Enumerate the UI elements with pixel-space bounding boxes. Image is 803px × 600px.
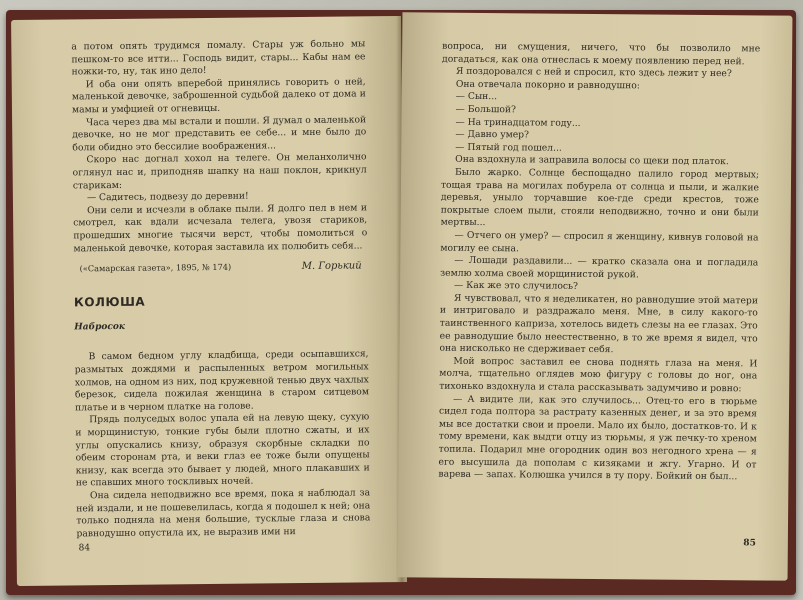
left-page (11, 16, 407, 586)
paragraph: Прядь полуседых волос упала ей на левую щеку, сухую и морщинистую, тонкие губы были плотно сжаты, и их углы опускались книзу, образуя скорбные складки по обеим сторонам рта, и веки глаз ее тоже были опущены книзу, как всегда это бывает у людей, много плакавших и не спавших много тоскливых ночей. (75, 411, 370, 489)
paragraph: Часа через два мы встали и пошли. Я думал о маленькой девочке, но не мог представить ее себе... и мне было до боли обидно это бессилие воображения... (72, 113, 367, 154)
paragraph: — Пятый год пошел... (455, 141, 562, 154)
story-subtitle: Набросок (74, 321, 126, 333)
paragraph: Я поздоровался с ней и спросил, кто здесь лежит у нее? (455, 65, 732, 80)
author-signature: М. Горький (301, 260, 362, 273)
paragraph: — Давно умер? (455, 128, 530, 141)
paragraph: В самом бедном углу кладбища, среди осыпавшихся, размытых дождями и распыленных ветром могильных холмов, на одном из них, под кружевной тенью двух чахлых березок, сидела пожилая женщина в старом ситцевом платье и в черном платке на голове. (74, 348, 370, 414)
paragraph: — А видите ли, как это случилось... Отец-то его в тюрьме сидел года полтора за растрату казенных денег, и за это время мы все достатки свои и проели. Мало их было, достатков-то. И к тому времени, как выдти отцу из тюрьмы, я уж печку-то хреном топила. Подарил мне огородник один воз негодного хрена — я его высушила да пополам с кизяками и жгу. Угарно. И от варева — запах. Колюшка учился в ту пору. Бойкий он был... (438, 393, 758, 483)
page-number: 84 (78, 543, 91, 554)
paragraph: Было жарко. Солнце беспощадно палило город мертвых; тощая трава на могилах побурела от солнца и пыли, и жалкие деревья, уныло торчавшие кое-где среди крестов, тоже покрытые слоем пыли, стояли неподвижно, точно и они были мертвы... (440, 166, 760, 229)
paragraph: Она отвечала покорно и равнодушно: (455, 78, 640, 92)
paragraph: Скоро нас догнал хохол на телеге. Он меланхолично оглянул нас и, приподняв шапку на наш поклон, крикнул старикам: (72, 151, 367, 191)
paragraph: — Сын... (455, 91, 498, 103)
right-text (438, 41, 760, 485)
paragraph: — Как же это случилось? (454, 280, 579, 293)
paragraph: — Садитесь, подвезу до деревни! (86, 190, 249, 204)
source-citation: («Самарская газета», 1895, № 174) (79, 261, 232, 274)
left-top-text (71, 38, 367, 255)
right-page (398, 12, 793, 580)
paragraph: — Отчего он умер? — спросил я женщину, кивнув головой на могилу ее сына. (440, 229, 759, 254)
paragraph: И оба они опять вперебой принялись говорить о ней, маленькой девочке, заброшенной судьбой далеко от дома и мамы и умфцией от огневицы. (71, 76, 366, 116)
paragraph: — На тринадцатом году... (455, 116, 581, 129)
paragraph: а потом опять трудимся помалу. Стары уж больно мы пешком-то все итти... Господь видит, стары... Кабы нам ее ножки-то, ну, так ино дело! (71, 38, 366, 78)
paragraph: вопроса, ни смущения, ничего, что бы позволило мне догадаться, как она отнеслась к моему появлению перед ней. (442, 40, 761, 67)
paragraph: Я чувствовал, что я неделикатен, но равнодушие этой матери и интриговало и раздражало меня. Мне, в силу какого-то таинственного каприза, хотелось видеть слезы на ее глазах. Это ее равнодушие было неестественно, в то же время я видел, что она нисколько не сдерживает себя. (439, 292, 759, 356)
paragraph: Она вздохнула и заправила волосы со щеки под платок. (455, 154, 729, 168)
paragraph: Мой вопрос заставил ее снова поднять глаза на меня. И молча, тщательно оглядев мою фигуру с головы до ног, она тихонько вздохнула и стала рассказывать задумчиво и ровно: (439, 355, 758, 395)
paragraph: — Большой? (455, 103, 517, 116)
paragraph: — Лошади раздавили... — кратко сказала она и погладила землю холма своей морщинистой рукой. (440, 254, 759, 281)
page-number: 85 (743, 538, 756, 549)
paragraph: Она сидела неподвижно все время, пока я наблюдал за ней издали, и не пошевелилась, когда я подошел к ней; она только подняла на меня большие, тусклые глаза и снова равнодушно опустила их, не выразив ими ни (76, 487, 371, 540)
paragraph: Они сели и исчезли в облаке пыли. Я долго пел в нем и смотрел, как вдали исчезала телега, увозя стариков, прошедших многие тысячи верст, чтобы помолиться о маленькой девочке, которая заставила их полюбить себя... (73, 202, 368, 254)
story-title: КОЛЮША (73, 294, 146, 310)
story-text (75, 349, 371, 541)
